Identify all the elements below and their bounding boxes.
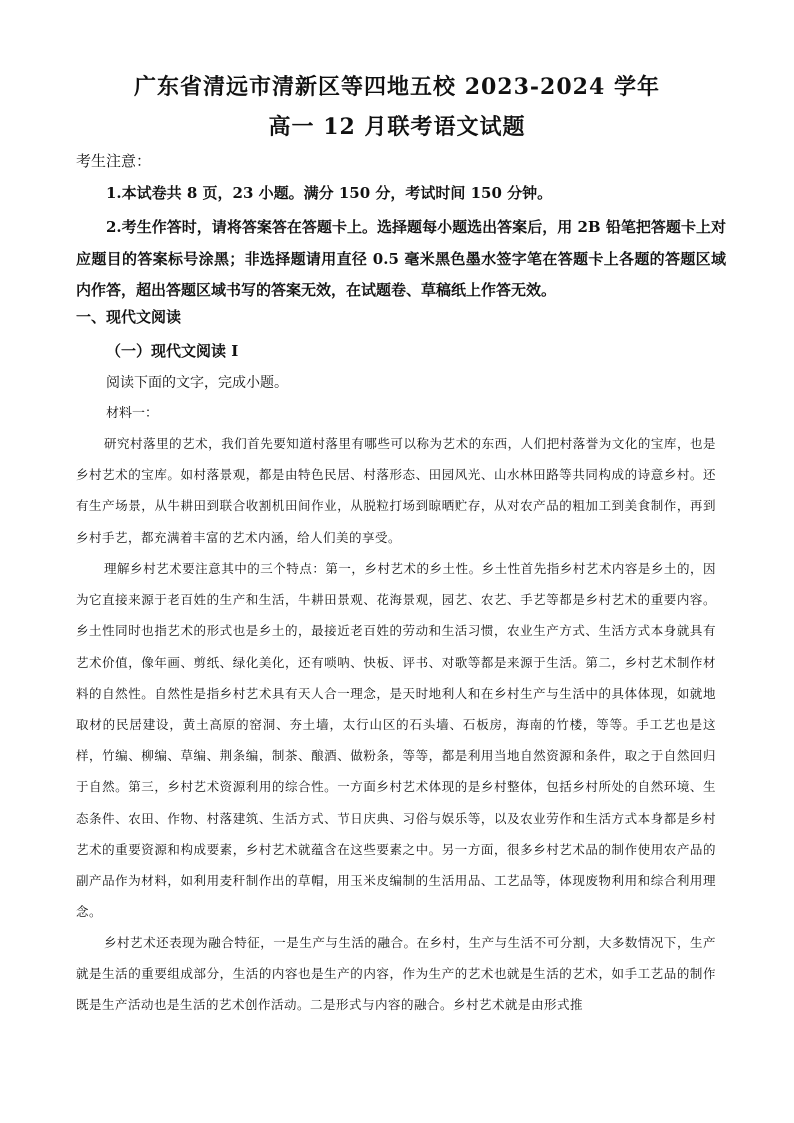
- notice-item-1: 1.本试卷共 8 页，23 小题。满分 150 分，考试时间 150 分钟。: [106, 184, 553, 202]
- section-heading: 一、现代文阅读: [76, 308, 182, 326]
- body-paragraph-3: 乡村艺术还表现为融合特征，一是生产与生活的融合。在乡村，生产与生活不可分割，大多数情况下，生产就是生活的重要组成部分，生活的内容也是生产的内容，作为生产的艺术也就是生活的艺术，如手工艺品的制作既是生产活动也是生活的艺术创作活动。二是形式与内容的融合。乡村艺术就是由形式推: [76, 935, 716, 1013]
- section-subheading: （一）现代文阅读 I: [106, 342, 239, 360]
- document-title-line2: 高一 12 月联考语文试题: [268, 114, 526, 140]
- reading-instruction: 阅读下面的文字，完成小题。: [106, 375, 288, 391]
- document-title-line1: 广东省清远市清新区等四地五校 2023-2024 学年: [134, 74, 660, 100]
- material-label: 材料一：: [106, 406, 159, 421]
- notice-item-2: 2.考生作答时，请将答案答在答题卡上。选择题每小题选出答案后，用 2B 铅笔把答题卡上对应题目的答案标号涂黑；非选择题请用直径 0.5 毫米黑色墨水签字笔在答题卡上各题的答题区域内作答，超出答题区域书写的答案无效，在试题卷、草稿纸上作答无效。: [76, 218, 726, 299]
- body-paragraph-1: 研究村落里的艺术，我们首先要知道村落里有哪些可以称为艺术的东西，人们把村落誉为文化的宝库，也是乡村艺术的宝库。如村落景观，都是由特色民居、村落形态、田园风光、山水林田路等共同构成的诗意乡村。还有生产场景，从牛耕田到联合收割机田间作业，从脱粒打场到晾晒贮存，从对农产品的粗加工到美食制作，再到乡村手艺，都充满着丰富的艺术内涵，给人们美的享受。: [76, 436, 716, 545]
- body-paragraph-2: 理解乡村艺术要注意其中的三个特点：第一，乡村艺术的乡土性。乡土性首先指乡村艺术内容是乡土的，因为它直接来源于老百姓的生产和生活，牛耕田景观、花海景观，园艺、农艺、手艺等都是乡村艺术的重要内容。乡土性同时也指艺术的形式也是乡土的，最接近老百姓的劳动和生活习惯，农业生产方式、生活方式本身就具有艺术价值，像年画、剪纸、绿化美化，还有唢呐、快板、评书、对歌等都是来源于生活。第二，乡村艺术制作材料的自然性。自然性是指乡村艺术具有天人合一理念，是天时地利人和在乡村生产与生活中的具体体现，如就地取材的民居建设，黄土高原的窑洞、夯土墙，太行山区的石头墙、石板房，海南的竹楼，等等。手工艺也是这样，竹编、柳编、草编、荆条编，制茶、酿酒、做粉条，等等，都是利用当地自然资源和条件，取之于自然回归于自然。第三，乡村艺术资源利用的综合性。一方面乡村艺术体现的是乡村整体，包括乡村所处的自然环境、生态条件、农田、作物、村落建筑、生活方式、节日庆典、习俗与娱乐等，以及农业劳作和生活方式本身都是乡村艺术的重要资源和构成要素，乡村艺术就蕴含在这些要素之中。另一方面，很多乡村艺术品的制作使用农产品的副产品作为材料，如利用麦秆制作出的草帽，用玉米皮编制的生活用品、工艺品等，体现废物利用和综合利用理念。: [76, 561, 716, 920]
- notice-label: 考生注意：: [76, 152, 152, 170]
